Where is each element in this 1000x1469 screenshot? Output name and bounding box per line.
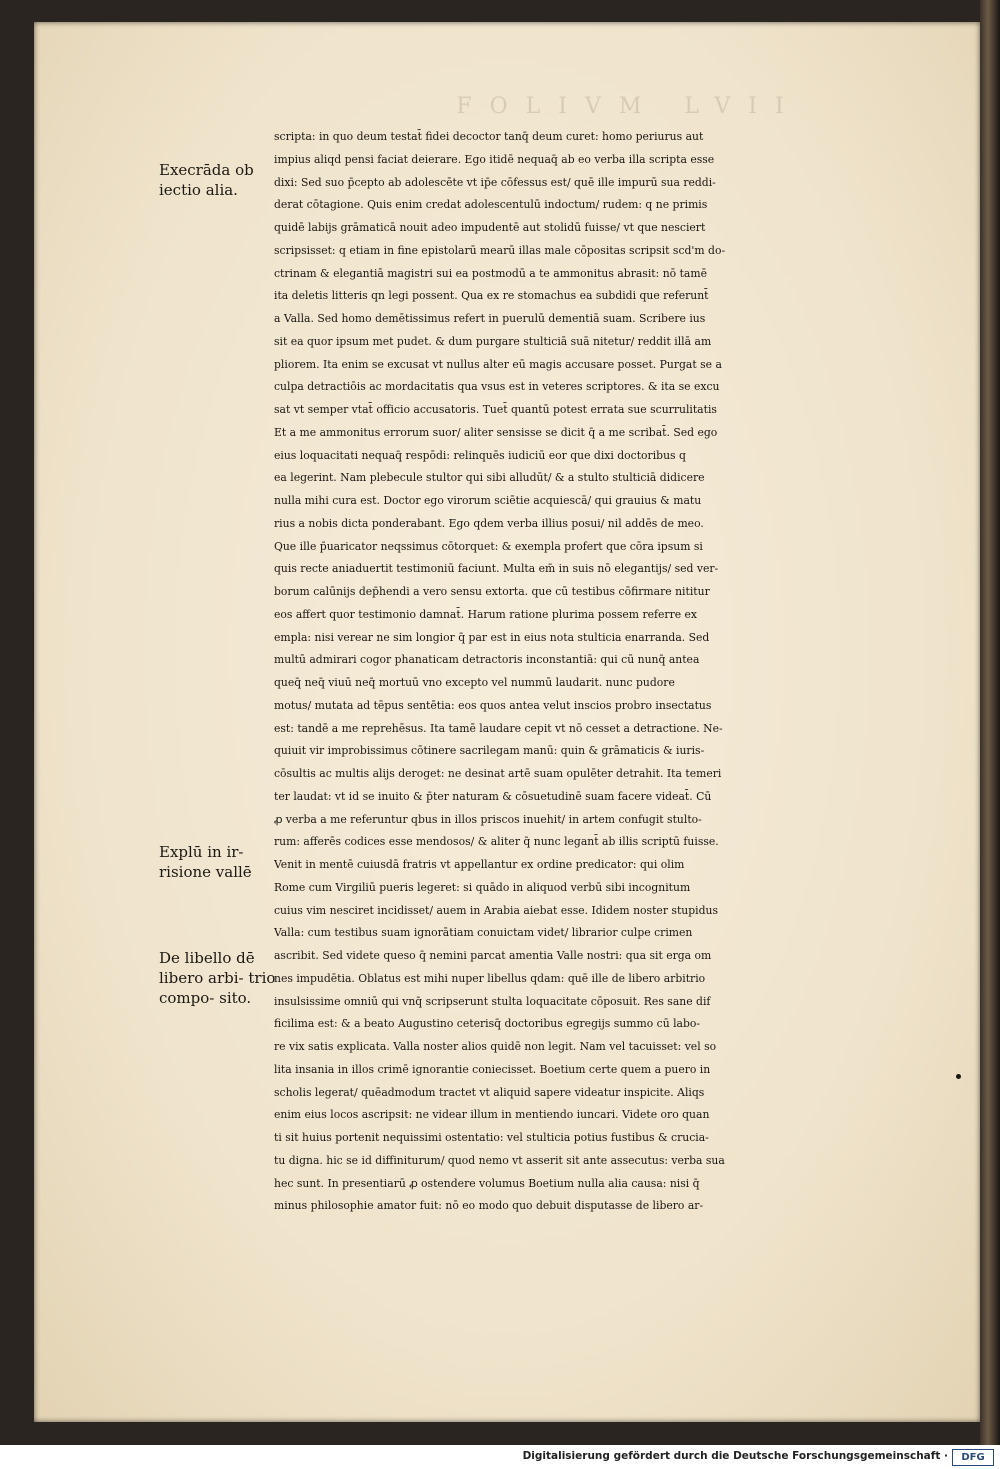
text-line: multū admirari cogor phanaticam detractoris inconstantiā: qui cū nunq̄ antea	[274, 653, 700, 667]
text-line: cōsultis ac multis alijs deroget: ne desinat artē suam opulēter detrahit. Ita temeri	[274, 767, 722, 780]
text-line: derat cōtagione. Quis enim credat adolescentulū indoctum/ rudem: q ne primis	[274, 198, 708, 212]
text-line: nulla mihi cura est. Doctor ego virorum sciētie acquiescā/ qui grauius & matu	[274, 494, 702, 507]
text-line: ficilima est: & a beato Augustino ceterisq̄ doctoribus egregijs summo cū labo-	[274, 1017, 701, 1031]
margin-note-execranda: Execrāda ob iectio alia.	[159, 161, 254, 199]
text-line: quis recte aniaduertit testimoniū faciunt. Multa em̄ in suis nō elegantijs/ sed ver-	[274, 562, 719, 576]
text-line: eos affert quor testimonio damnat̄. Harum ratione plurima possem referre ex	[274, 607, 698, 621]
body-text	[274, 126, 964, 1218]
text-line: tu digna. hic se id diffiniturum/ quod nemo vt asserit sit ante assecutus: verba sua	[274, 1153, 725, 1167]
footer-bar	[0, 1445, 1000, 1469]
text-line: eius loquacitati nequaq̄ respōdi: relinquēs iudiciū eor que dixi doctoribus q	[274, 448, 686, 462]
dfg-logo: DFG	[952, 1449, 994, 1466]
text-line: nes impudētia. Oblatus est mihi nuper libellus qdam: quē ille de libero arbitrio	[274, 971, 706, 985]
text-line: culpa detractiōis ac mordacitatis qua vsus est in veteres scriptores. & ita se excu	[274, 380, 720, 394]
text-line: scripta: in quo deum testat̄ fidei decoctor tanq̄ deum curet: homo periurus aut	[274, 130, 704, 143]
text-line: ita deletis litteris qn legi possent. Qua ex re stomachus ea subdidi que referunt̄	[274, 289, 709, 303]
text-line: rum: afferēs codices esse mendosos/ & aliter q̄ nunc legant̄ ab illis scriptū fuisse.	[274, 835, 719, 849]
running-head: FOLIVM LVII	[456, 94, 802, 119]
margin-note-de-libello: De libello dē libero arbi- trio compo- sito.	[159, 949, 276, 1007]
text-line: impius aliqd pensi faciat deierare. Ego itidē nequaq̄ ab eo verba illa scripta esse	[274, 152, 715, 166]
text-line: ti sit huius portenit nequissimi ostentatio: vel stulticia potius fustibus & crucia-	[274, 1131, 709, 1144]
text-line: ea legerint. Nam plebecule stultor qui sibi alludūt/ & a stulto stulticiā didicere	[274, 471, 705, 485]
text-line: rius a nobis dicta ponderabant. Ego qdem verba illius posui/ nil addēs de meo.	[274, 516, 704, 530]
text-line: insulsissime omniū qui vnq̄ scripserunt stulta loquacitate cōposuit. Res sane dif	[274, 994, 711, 1008]
text-line: a Valla. Sed homo demētissimus refert in puerulū dementiā suam. Scribere ius	[274, 312, 706, 325]
text-line: Et a me ammonitus errorum suor/ aliter sensisse se dicit q̄ a me scribat̄. Sed ego	[274, 425, 718, 439]
text-line: empla: nisi verear ne sim longior q̄ par est in eius nota stulticia enarranda. Sed	[274, 630, 710, 644]
book-page	[34, 22, 980, 1422]
text-line: sat vt semper vtat̄ officio accusatoris. Tuet̄ quantū potest errata sue scurrulitatis	[274, 403, 717, 416]
text-line: hec sunt. In presentiarū ꝓ ostendere volumus Boetium nulla alia causa: nisi q̄	[274, 1176, 700, 1190]
text-line: dixi: Sed suo p̄cepto ab adolescēte vt ip̄e cōfessus est/ quē ille impurū sua reddi-	[274, 175, 716, 189]
text-line: scholis legerat/ quēadmodum tractet vt aliquid sapere videatur inspicite. Aliqs	[274, 1085, 705, 1099]
margin-note-explum: Explū in ir- risione vallē	[159, 843, 252, 881]
text-line: ctrinam & elegantiā magistri sui ea postmodū a te ammonitus abrasit: nō tamē	[274, 266, 707, 280]
text-line: cuius vim nesciret incidisset/ auem in Arabia aiebat esse. Ididem noster stupidus	[274, 903, 719, 917]
text-line: Venit in mentē cuiusdā fratris vt appellantur ex ordine predicator: qui olim	[274, 858, 685, 871]
funding-notice: Digitalisierung gefördert durch die Deutsche Forschungsgemeinschaft ·	[522, 1450, 948, 1462]
text-line: ꝓ verba a me referuntur qbus in illos priscos inuehit/ in artem confugit stulto-	[274, 812, 702, 826]
text-line: quiuit vir improbissimus cōtinere sacrilegam manū: quin & grāmaticis & iuris-	[274, 744, 705, 758]
text-line: lita insania in illos crimē ignorantie coniecisset. Boetium certe quem a puero in	[274, 1062, 711, 1076]
text-line: motus/ mutata ad tēpus sentētia: eos quos antea velut inscios probro insectatus	[274, 698, 712, 712]
text-line: est: tandē a me reprehēsus. Ita tamē laudare cepit vt nō cesset a detractione. Ne-	[274, 721, 723, 735]
text-line: re vix satis explicata. Valla noster alios quidē non legit. Nam vel tacuisset: vel so	[274, 1040, 717, 1053]
text-line: minus philosophie amator fuit: nō eo modo quo debuit disputasse de libero ar-	[274, 1199, 704, 1213]
text-line: Rome cum Virgiliū pueris legeret: si quādo in aliquod verbū sibi incognitum	[274, 880, 691, 894]
book-edge	[980, 0, 1000, 1445]
text-line: pliorem. Ita enim se excusat vt nullus alter eū magis accusare posset. Purgat se a	[274, 357, 722, 371]
text-line: queq̄ neq̄ viuū neq̄ mortuū vno excepto vel nummū laudarit. nunc pudore	[274, 676, 675, 689]
text-line: ter laudat: vt id se inuito & p̄ter naturam & cōsuetudinē suam facere videat̄. Cū	[274, 789, 712, 803]
text-line: borum calūnijs dep̄hendi a vero sensu extorta. que cū testibus cōfirmare nititur	[274, 585, 710, 598]
ink-dot	[956, 1074, 961, 1079]
text-line: scripsisset: q etiam in fine epistolarū mearū illas male cōpositas scripsit scd'm do-	[274, 243, 726, 257]
text-line: sit ea quor ipsum met pudet. & dum purgare stulticiā suā nitetur/ reddit illā am	[274, 334, 712, 348]
text-line: quidē labijs grāmaticā nouit adeo impudentē aut stolidū fuisse/ vt que nesciert	[274, 221, 706, 234]
text-line: ascribit. Sed videte queso q̄ nemini parcat amentia Valle nostri: qua sit erga om	[274, 949, 712, 962]
text-line: Valla: cum testibus suam ignorātiam conuictam videt/ librarior culpe crimen	[274, 926, 693, 940]
text-line: Que ille p̄uaricator neqssimus cōtorquet: & exempla profert que cōra ipsum si	[274, 539, 703, 553]
text-line: enim eius locos ascripsit: ne videar illum in mentiendo iuncari. Videte oro quan	[274, 1108, 710, 1122]
